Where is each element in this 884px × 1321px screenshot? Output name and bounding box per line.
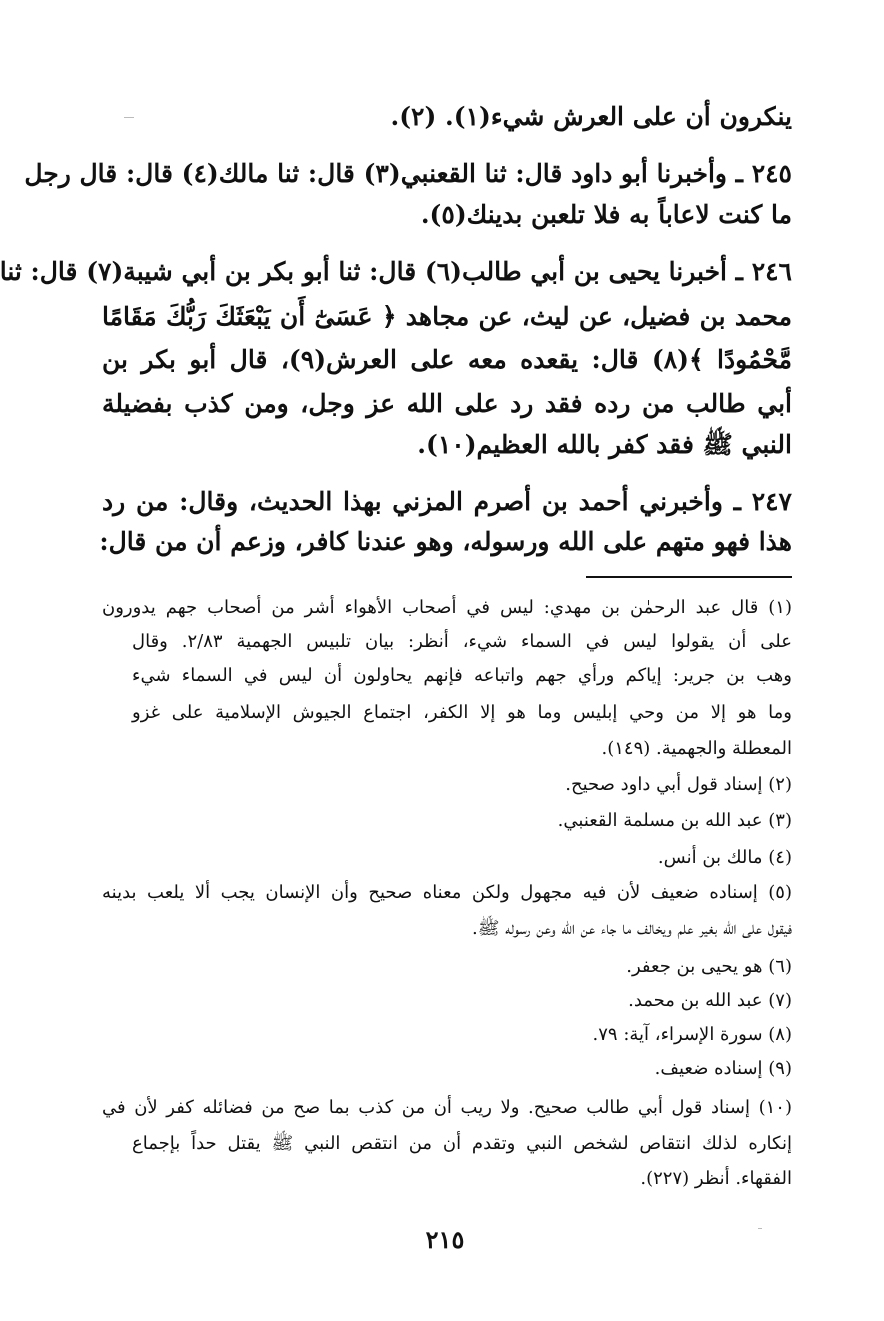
main-line-6: مَّحْمُودًا ﴾(٨) قال: يقعده معه على العرش(٩)، قال أبو بكر بن [102, 345, 793, 374]
footnote-line-1: (١) قال عبد الرحمٰن بن مهدي: ليس في أصحاب الأهواء أشر من أصحاب جهم يدورون [102, 597, 792, 618]
footnote-line-14: (٩) إسناده ضعيف. [654, 1058, 792, 1079]
footnote-line-5: المعطلة والجهمية. (١٤٩). [601, 738, 792, 759]
main-line-5: محمد بن فضيل، عن ليث، عن مجاهد ﴿ عَسَىٰٓ أَن يَبْعَثَكَ رَبُّكَ مَقَامًا [102, 302, 792, 331]
page-number: ٢١٥ [425, 1225, 465, 1254]
footnote-line-16: إنكاره لذلك انتقاص لشخص النبي وتقدم أن من انتقص النبي ﷺ يقتل حداً بإجماع [132, 1133, 792, 1154]
footnote-line-13: (٨) سورة الإسراء، آية: ٧٩. [592, 1024, 792, 1045]
scan-speck [758, 1228, 762, 1229]
footnote-line-11: (٦) هو يحيى بن جعفر. [626, 956, 792, 977]
footnote-line-6: (٢) إسناد قول أبي داود صحيح. [565, 774, 792, 795]
main-line-3: ما كنت لاعاباً به فلا تلعبن بدينك(٥). [420, 200, 792, 229]
footnote-line-3: وهب بن جرير: إياكم ورأي جهم واتباعه فإنهم يحاولون أن ليس في السماء شيء [132, 665, 792, 686]
footnote-line-10: فيقول على الله بغير علم ويخالف ما جاء عن الله وعن رسوله ﷺ. [472, 918, 792, 939]
footnote-line-15: (١٠) إسناد قول أبي طالب صحيح. ولا ريب أن من كذب بما صح من فضائله كفر لأن في [102, 1097, 792, 1118]
footnote-line-4: وما هو إلا من وحي إبليس وما هو إلا الكفر، اجتماع الجيوش الإسلامية على غزو [132, 702, 792, 723]
footnote-line-2: على أن يقولوا ليس في السماء شيء، أنظر: بيان تلبيس الجهمية ٢/٨٣. وقال [132, 631, 792, 652]
footnote-line-7: (٣) عبد الله بن مسلمة القعنبي. [557, 810, 792, 831]
main-line-7: أبي طالب من رده فقد رد على الله عز وجل، ومن كذب بفضيلة [102, 389, 792, 418]
footnote-line-8: (٤) مالك بن أنس. [657, 847, 792, 868]
main-line-1: ينكرون أن على العرش شيء(١). (٢). [390, 102, 792, 131]
main-line-10: هذا فهو متهم على الله ورسوله، وهو عندنا كافر، وزعم أن من قال: [99, 527, 792, 556]
main-line-2: ٢٤٥ ـ وأخبرنا أبو داود قال: ثنا القعنبي(٣) قال: ثنا مالك(٤) قال: قال رجل [24, 159, 792, 188]
main-line-4: ٢٤٦ ـ أخبرنا يحيى بن أبي طالب(٦) قال: ثنا أبو بكر بن أبي شيبة(٧) قال: ثنا [0, 257, 792, 286]
main-line-8: النبي ﷺ فقد كفر بالله العظيم(١٠). [417, 430, 792, 459]
footnote-separator [586, 576, 792, 578]
main-line-9: ٢٤٧ ـ وأخبرني أحمد بن أصرم المزني بهذا الحديث، وقال: من رد [102, 487, 792, 516]
footnote-line-9: (٥) إسناده ضعيف لأن فيه مجهول ولكن معناه صحيح وأن الإنسان يجب ألا يلعب بدينه [102, 882, 792, 903]
scan-speck [124, 117, 134, 118]
footnote-line-17: الفقهاء. أنظر (٢٢٧). [640, 1168, 792, 1189]
footnote-line-12: (٧) عبد الله بن محمد. [628, 990, 792, 1011]
